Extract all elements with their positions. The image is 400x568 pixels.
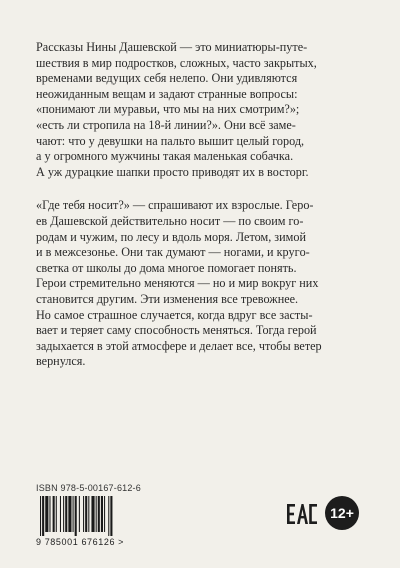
text-line: шествия в мир подростков, сложных, часто закрытых, [36, 55, 317, 70]
text-line: вает и теряет саму способность меняться. Тогда герой [36, 323, 317, 338]
text-line: временами ведущих себя нелепо. Они удивляются [36, 71, 298, 86]
text-line: Рассказы Нины Дашевской — это миниатюры-путе- [36, 40, 308, 54]
text-line: Герои стремительно меняются — но и мир вокруг них [36, 276, 319, 291]
eac-conformity-icon [286, 500, 318, 528]
text-line: а у огромного мужчины такая маленькая собачка. [36, 149, 294, 164]
annotation-text [36, 40, 366, 370]
text-line: ев Дашевской действительно носит — по своим го- [36, 213, 304, 228]
text-line: «есть ли стропила на 18-й линии?». Они всё заме- [36, 117, 296, 132]
text-line: чают: что у девушки на пальто вышит целый город, [36, 133, 305, 148]
barcode-icon [36, 496, 166, 536]
text-line: родам и чужим, по лесу и вдоль моря. Летом, зимой [36, 229, 306, 244]
text-line: становится другим. Эти изменения все тревожнее. [36, 291, 299, 306]
barcode-digits: 9 785001 676126 > [36, 537, 125, 547]
text-line: и в межсезонье. Они так думают — ногами, и кругo- [36, 245, 310, 260]
text-line: неожиданным вещам и задают странные вопросы: [36, 86, 298, 101]
text-line: «понимают ли муравьи, что мы на них смотрим?»; [36, 102, 300, 117]
text-line: светка от школы до дома многое помогает понять. [36, 260, 297, 275]
text-line: «Где тебя носит?» — спрашивают их взрослые. Геро- [36, 198, 314, 213]
text-line: Но самое страшное случается, когда вдруг все засты- [36, 307, 313, 322]
annotation-paragraph-2 [36, 198, 366, 370]
age-rating-badge: 12+ [325, 496, 359, 530]
isbn-number: ISBN 978-5-00167-612-6 [36, 483, 141, 493]
text-line: А уж дурацкие шапки просто приводят их в восторг. [36, 164, 309, 179]
annotation-paragraph-1 [36, 40, 366, 180]
text-line: вернулся. [36, 354, 86, 369]
isbn-block [36, 483, 206, 547]
text-line: задыхается в этой атмосфере и делает все, чтобы ветер [36, 338, 322, 353]
